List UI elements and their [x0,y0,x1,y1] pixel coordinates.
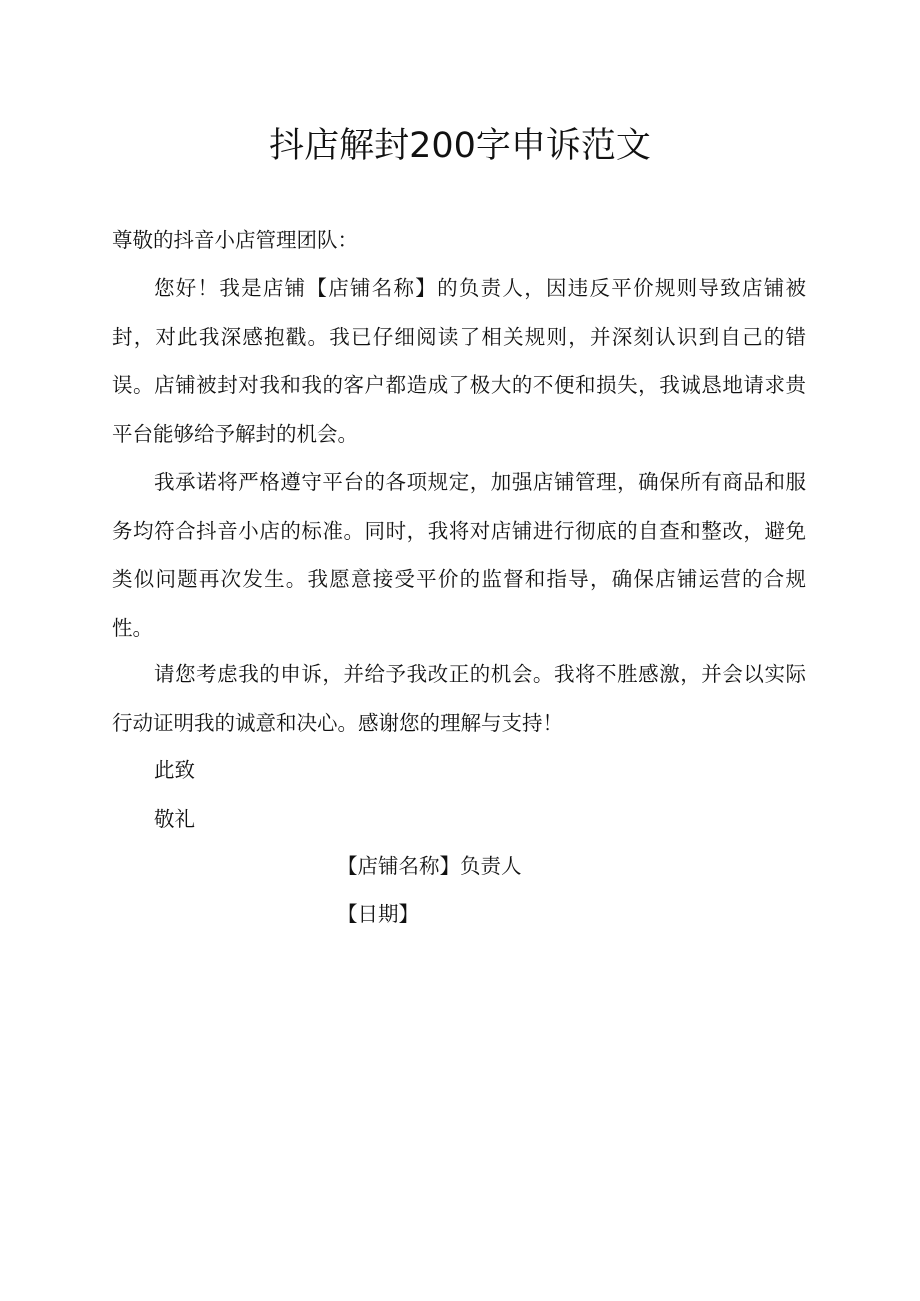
closing-line-2: 敬礼 [154,807,195,831]
paragraph-3: 请您考虑我的申诉，并给予我改正的机会。我将不胜感激，并会以实际行动证明我的诚意和决心。感谢您的理解与支持！ [112,662,806,735]
signature: 【店铺名称】负责人 [337,854,522,878]
document-title: 抖店解封200字申诉范文 [269,126,651,166]
paragraph-2: 我承诺将严格遵守平台的各项规定，加强店铺管理，确保所有商品和服务均符合抖音小店的标准。同时，我将对店铺进行彻底的自查和整改，避免类似问题再次发生。我愿意接受平价的监督和指导，确保店铺运营的合规性。 [112,470,806,640]
salutation: 尊敬的抖音小店管理团队： [112,228,358,252]
date-placeholder: 【日期】 [337,902,419,926]
paragraph-1: 您好！我是店铺【店铺名称】的负责人，因违反平价规则导致店铺被封，对此我深感抱戳。我已仔细阅读了相关规则，并深刻认识到自己的错误。店铺被封对我和我的客户都造成了极大的不便和损失，我诚恳地请求贵平台能够给予解封的机会。 [112,276,806,446]
closing-line-1: 此致 [154,758,195,782]
